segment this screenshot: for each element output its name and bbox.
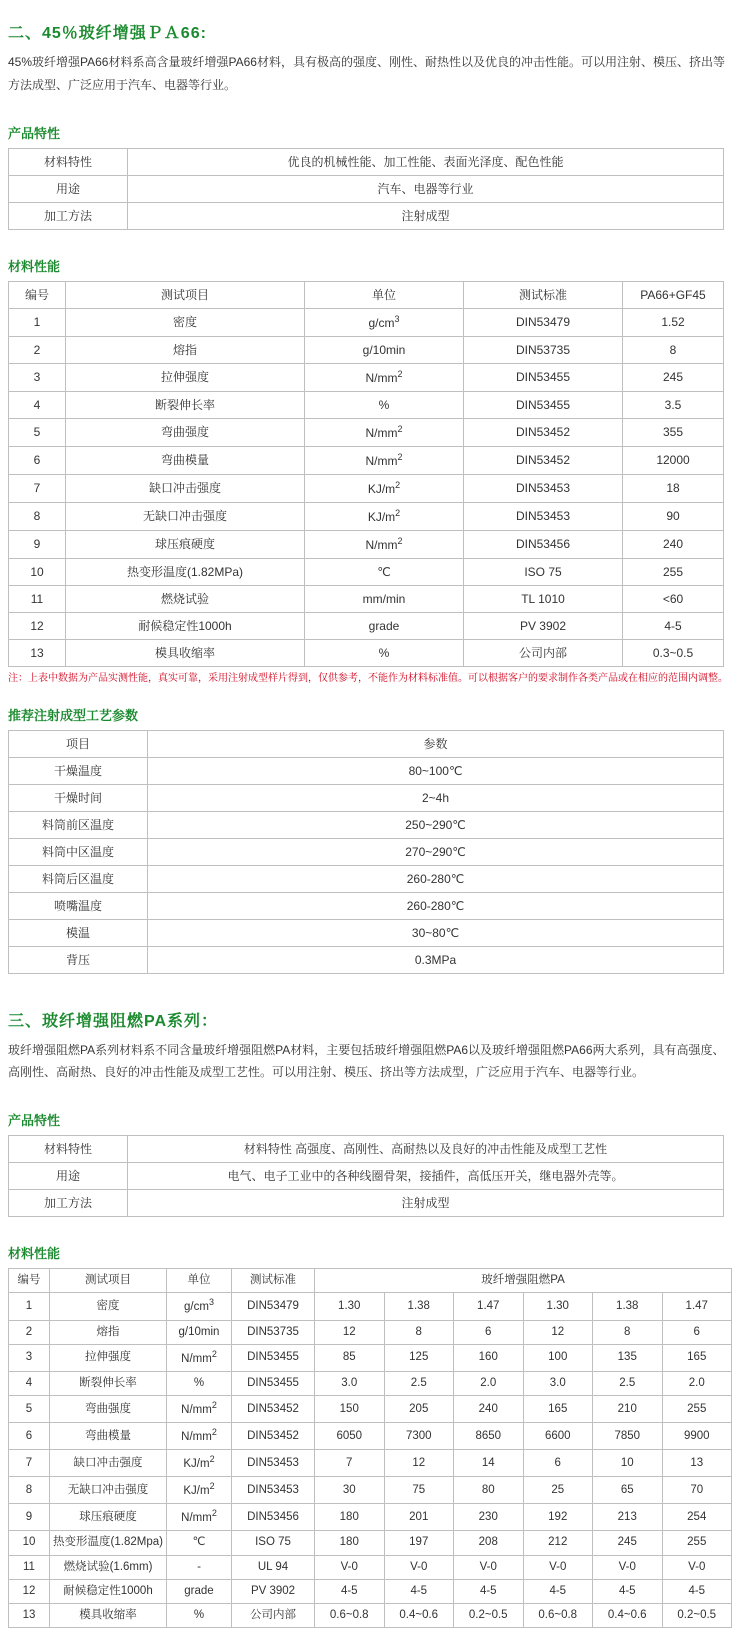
- table-cell: %: [305, 639, 464, 666]
- column-header: 项目: [9, 730, 148, 757]
- table-cell: 180: [315, 1531, 385, 1555]
- table-cell: DIN53453: [464, 474, 623, 502]
- table-cell: 料筒中区温度: [9, 838, 148, 865]
- table-row: [9, 612, 724, 639]
- table-cell: 8: [9, 502, 66, 530]
- table-cell: 断裂伸长率: [66, 391, 305, 418]
- table-cell: DIN53453: [232, 1450, 315, 1477]
- table-cell: 9900: [662, 1423, 732, 1450]
- table-row: [9, 202, 724, 229]
- table-cell: 4-5: [662, 1579, 732, 1603]
- table-cell: DIN53735: [464, 336, 623, 363]
- table-cell: 208: [454, 1531, 524, 1555]
- table-cell: V-0: [454, 1555, 524, 1579]
- table-cell: 355: [623, 418, 724, 446]
- table-cell: 240: [623, 530, 724, 558]
- table-cell: 25: [523, 1477, 593, 1504]
- table-row: [9, 784, 724, 811]
- table-cell: 192: [523, 1504, 593, 1531]
- table-cell: 公司内部: [232, 1604, 315, 1628]
- table-cell: 2.0: [662, 1371, 732, 1395]
- table-cell: 255: [623, 558, 724, 585]
- table-row: [9, 1604, 732, 1628]
- table-cell: $N/mm^2$: [167, 1504, 232, 1531]
- table-row: [9, 148, 724, 175]
- table-cell: 料筒后区温度: [9, 865, 148, 892]
- table-cell: 3.0: [523, 1371, 593, 1395]
- table-cell: -: [167, 1555, 232, 1579]
- section-2-performance-title: 材料性能: [8, 1246, 61, 1262]
- table-row: [9, 1555, 732, 1579]
- table-cell: 213: [593, 1504, 663, 1531]
- table-cell: g/10min: [167, 1320, 232, 1344]
- table-cell: 65: [593, 1477, 663, 1504]
- table-row: [9, 1423, 732, 1450]
- table-row: [9, 446, 724, 474]
- table-cell: 165: [523, 1396, 593, 1423]
- table-row: [9, 1371, 732, 1395]
- section-1: [8, 20, 732, 974]
- table-cell: 密度: [66, 308, 305, 336]
- table-cell: 0.3MPa: [148, 946, 724, 973]
- table-cell: 3: [9, 363, 66, 391]
- table-cell: ℃: [305, 558, 464, 585]
- table-cell: 6600: [523, 1423, 593, 1450]
- table-cell: V-0: [384, 1555, 454, 1579]
- table-cell: TL 1010: [464, 585, 623, 612]
- table-cell: grade: [305, 612, 464, 639]
- section-1-features-title: 产品特性: [8, 125, 61, 141]
- table-cell: 2.5: [593, 1371, 663, 1395]
- table-cell: 4-5: [623, 612, 724, 639]
- table-cell: DIN53479: [232, 1293, 315, 1320]
- table-cell: 2: [9, 1320, 50, 1344]
- table-cell: 8650: [454, 1423, 524, 1450]
- table-row: [9, 175, 724, 202]
- table-cell: 4-5: [454, 1579, 524, 1603]
- table-cell: 1.47: [662, 1293, 732, 1320]
- table-cell: 模具收缩率: [66, 639, 305, 666]
- table-cell: 模温: [9, 919, 148, 946]
- table-row: [9, 1344, 732, 1371]
- table-cell: $N/mm^2$: [305, 363, 464, 391]
- table-cell: 6: [9, 1423, 50, 1450]
- table-cell: 1.47: [454, 1293, 524, 1320]
- table-cell: 245: [593, 1531, 663, 1555]
- table-row: [9, 919, 724, 946]
- table-row: [9, 1136, 724, 1163]
- table-cell: $N/mm^2$: [305, 418, 464, 446]
- table-cell: 260-280℃: [148, 865, 724, 892]
- table-cell: $KJ/m^2$: [167, 1450, 232, 1477]
- table-row: [9, 1163, 724, 1190]
- table-cell: 0.2~0.5: [662, 1604, 732, 1628]
- column-header: 测试项目: [50, 1269, 167, 1293]
- table-cell: 30~80℃: [148, 919, 724, 946]
- table-cell: 250~290℃: [148, 811, 724, 838]
- table-row: [9, 418, 724, 446]
- table-cell: 3.5: [623, 391, 724, 418]
- table-cell: 1.30: [315, 1293, 385, 1320]
- table-cell: 拉伸强度: [50, 1344, 167, 1371]
- table-cell: 240: [454, 1396, 524, 1423]
- table-cell: 11: [9, 585, 66, 612]
- table-row: [9, 1504, 732, 1531]
- table-cell: V-0: [523, 1555, 593, 1579]
- table-cell: DIN53455: [464, 363, 623, 391]
- table-cell: 12: [9, 1579, 50, 1603]
- table-cell: DIN53452: [232, 1396, 315, 1423]
- table-cell: 缺口冲击强度: [50, 1450, 167, 1477]
- table-row: [9, 1320, 732, 1344]
- table-row: [9, 1579, 732, 1603]
- table-cell: 10: [9, 558, 66, 585]
- table-cell: %: [167, 1371, 232, 1395]
- table-row: [9, 838, 724, 865]
- section-1-intro: 45%玻纤增强PA66材料系高含量玻纤增强PA66材料，具有极高的强度、刚性、耐热性以及优良的冲击性能。可以用注射、模压、挤出等方法成型、广泛应用于汽车、电器等行业。: [8, 55, 725, 92]
- section-2-performance-table: [8, 1268, 732, 1628]
- table-cell: 公司内部: [464, 639, 623, 666]
- table-cell: 弯曲强度: [66, 418, 305, 446]
- table-cell: 弯曲强度: [50, 1396, 167, 1423]
- table-cell: 7: [9, 1450, 50, 1477]
- table-cell: 4-5: [593, 1579, 663, 1603]
- table-cell: 1: [9, 1293, 50, 1320]
- table-row: [9, 811, 724, 838]
- table-cell: 3: [9, 1344, 50, 1371]
- table-cell: 14: [454, 1450, 524, 1477]
- feature-key: 加工方法: [9, 202, 128, 229]
- feature-value: 注射成型: [128, 202, 724, 229]
- table-cell: 85: [315, 1344, 385, 1371]
- feature-value: 优良的机械性能、加工性能、表面光泽度、配色性能: [128, 148, 724, 175]
- table-row: [9, 639, 724, 666]
- table-row: [9, 1531, 732, 1555]
- table-row: [9, 502, 724, 530]
- table-cell: 6050: [315, 1423, 385, 1450]
- table-cell: $KJ/m^2$: [305, 502, 464, 530]
- table-cell: DIN53735: [232, 1320, 315, 1344]
- section-2-features-title: 产品特性: [8, 1113, 61, 1129]
- table-cell: 10: [9, 1531, 50, 1555]
- table-cell: 7: [9, 474, 66, 502]
- table-row: [9, 336, 724, 363]
- table-cell: 燃烧试验(1.6mm): [50, 1555, 167, 1579]
- table-cell: 90: [623, 502, 724, 530]
- table-cell: 13: [9, 639, 66, 666]
- table-row: [9, 1477, 732, 1504]
- table-cell: 255: [662, 1531, 732, 1555]
- table-cell: DIN53479: [464, 308, 623, 336]
- table-cell: 热变形温度(1.82MPa): [66, 558, 305, 585]
- table-cell: 1.38: [384, 1293, 454, 1320]
- table-row: [9, 757, 724, 784]
- table-cell: 150: [315, 1396, 385, 1423]
- table-cell: DIN53453: [232, 1477, 315, 1504]
- table-row: [9, 1293, 732, 1320]
- table-cell: $KJ/m^2$: [167, 1477, 232, 1504]
- table-row: [9, 892, 724, 919]
- table-cell: 12: [315, 1320, 385, 1344]
- section-1-process-title: 推荐注射成型工艺参数: [8, 707, 139, 723]
- section-1-performance-title: 材料性能: [8, 258, 61, 274]
- table-cell: 1.38: [593, 1293, 663, 1320]
- table-cell: 270~290℃: [148, 838, 724, 865]
- column-header: 单位: [305, 281, 464, 308]
- table-cell: 球压痕硬度: [50, 1504, 167, 1531]
- section-1-note: 注：上表中数据为产品实测性能，真实可靠，采用注射成型样片得到，仅供参考，不能作为材料标准值。可以根据客户的要求制作各类产品或在相应的范围内调整。: [8, 672, 728, 684]
- table-cell: 135: [593, 1344, 663, 1371]
- table-cell: DIN53453: [464, 502, 623, 530]
- table-cell: %: [167, 1604, 232, 1628]
- table-cell: 4-5: [315, 1579, 385, 1603]
- table-cell: %: [305, 391, 464, 418]
- table-cell: 0.6~0.8: [315, 1604, 385, 1628]
- table-cell: 喷嘴温度: [9, 892, 148, 919]
- table-cell: 205: [384, 1396, 454, 1423]
- table-cell: 11: [9, 1555, 50, 1579]
- table-cell: 255: [662, 1396, 732, 1423]
- table-cell: $g/cm^3$: [167, 1293, 232, 1320]
- table-cell: 9: [9, 530, 66, 558]
- table-cell: 0.4~0.6: [593, 1604, 663, 1628]
- table-cell: 球压痕硬度: [66, 530, 305, 558]
- table-header-row: [9, 730, 724, 757]
- table-cell: 弯曲模量: [66, 446, 305, 474]
- table-cell: 耐候稳定性1000h: [50, 1579, 167, 1603]
- table-cell: 30: [315, 1477, 385, 1504]
- table-row: [9, 308, 724, 336]
- table-cell: 212: [523, 1531, 593, 1555]
- table-cell: $N/mm^2$: [305, 446, 464, 474]
- table-cell: PV 3902: [464, 612, 623, 639]
- table-cell: 断裂伸长率: [50, 1371, 167, 1395]
- feature-value: 汽车、电器等行业: [128, 175, 724, 202]
- section-2-features-table: [8, 1135, 724, 1217]
- feature-value: 注射成型: [128, 1190, 724, 1217]
- table-cell: ℃: [167, 1531, 232, 1555]
- table-cell: <60: [623, 585, 724, 612]
- table-cell: 8: [9, 1477, 50, 1504]
- table-cell: 无缺口冲击强度: [66, 502, 305, 530]
- table-cell: 0.3~0.5: [623, 639, 724, 666]
- table-cell: 拉伸强度: [66, 363, 305, 391]
- table-cell: 1.30: [523, 1293, 593, 1320]
- table-cell: PV 3902: [232, 1579, 315, 1603]
- table-cell: 210: [593, 1396, 663, 1423]
- table-cell: V-0: [315, 1555, 385, 1579]
- table-cell: 18: [623, 474, 724, 502]
- table-cell: 80: [454, 1477, 524, 1504]
- table-cell: 12: [384, 1450, 454, 1477]
- table-cell: 密度: [50, 1293, 167, 1320]
- table-cell: 12: [523, 1320, 593, 1344]
- table-cell: 201: [384, 1504, 454, 1531]
- table-cell: 4-5: [384, 1579, 454, 1603]
- table-cell: 8: [384, 1320, 454, 1344]
- table-cell: ISO 75: [464, 558, 623, 585]
- table-cell: 7850: [593, 1423, 663, 1450]
- table-cell: 80~100℃: [148, 757, 724, 784]
- table-row: [9, 558, 724, 585]
- table-cell: DIN53456: [232, 1504, 315, 1531]
- section-2-intro: 玻纤增强阻燃PA系列材料系不同含量玻纤增强阻燃PA材料，主要包括玻纤增强阻燃PA6以及玻纤增强阻燃PA66两大系列，具有高强度、高刚性、高耐热、良好的冲击性能及成型工艺性。可以用注射、模压、挤出等方法成型，广泛应用于汽车、电器等行业。: [8, 1042, 725, 1080]
- table-cell: DIN53455: [232, 1371, 315, 1395]
- table-cell: 2~4h: [148, 784, 724, 811]
- table-cell: 8: [593, 1320, 663, 1344]
- table-cell: ISO 75: [232, 1531, 315, 1555]
- table-cell: 背压: [9, 946, 148, 973]
- table-cell: 6: [9, 446, 66, 474]
- section-2-title: 三、玻纤增强阻燃PA系列：: [8, 1012, 219, 1030]
- table-cell: 7: [315, 1450, 385, 1477]
- feature-key: 材料特性: [9, 148, 128, 175]
- table-cell: $N/mm^2$: [305, 530, 464, 558]
- table-cell: $N/mm^2$: [167, 1423, 232, 1450]
- table-row: [9, 530, 724, 558]
- column-header: 编号: [9, 1269, 50, 1293]
- table-cell: 245: [623, 363, 724, 391]
- table-cell: 熔指: [66, 336, 305, 363]
- section-1-title: 二、45％玻纤增强ＰＡ66:: [8, 25, 207, 42]
- table-cell: 7300: [384, 1423, 454, 1450]
- feature-key: 材料特性: [9, 1136, 128, 1163]
- table-cell: 197: [384, 1531, 454, 1555]
- section-1-process-table: [8, 730, 724, 974]
- table-cell: 13: [9, 1604, 50, 1628]
- column-group-header: 玻纤增强阻燃PA: [315, 1269, 732, 1293]
- table-cell: $KJ/m^2$: [305, 474, 464, 502]
- table-cell: V-0: [662, 1555, 732, 1579]
- table-cell: V-0: [593, 1555, 663, 1579]
- table-row: [9, 474, 724, 502]
- table-cell: 干燥温度: [9, 757, 148, 784]
- table-cell: 耐候稳定性1000h: [66, 612, 305, 639]
- table-cell: 254: [662, 1504, 732, 1531]
- feature-key: 加工方法: [9, 1190, 128, 1217]
- feature-key: 用途: [9, 175, 128, 202]
- table-cell: $N/mm^2$: [167, 1344, 232, 1371]
- table-header-row: [9, 281, 724, 308]
- table-cell: 4: [9, 1371, 50, 1395]
- table-cell: UL 94: [232, 1555, 315, 1579]
- table-cell: 160: [454, 1344, 524, 1371]
- table-cell: 100: [523, 1344, 593, 1371]
- table-cell: 弯曲模量: [50, 1423, 167, 1450]
- column-header: 测试标准: [232, 1269, 315, 1293]
- table-cell: 熔指: [50, 1320, 167, 1344]
- section-2: [8, 1008, 732, 1629]
- table-cell: 2.0: [454, 1371, 524, 1395]
- table-cell: 125: [384, 1344, 454, 1371]
- table-cell: 2: [9, 336, 66, 363]
- table-cell: 0.2~0.5: [454, 1604, 524, 1628]
- table-row: [9, 946, 724, 973]
- table-cell: 70: [662, 1477, 732, 1504]
- table-cell: 无缺口冲击强度: [50, 1477, 167, 1504]
- table-cell: 260-280℃: [148, 892, 724, 919]
- section-1-performance-table: [8, 281, 724, 667]
- table-cell: DIN53452: [464, 446, 623, 474]
- column-header: 单位: [167, 1269, 232, 1293]
- feature-key: 用途: [9, 1163, 128, 1190]
- table-row: [9, 363, 724, 391]
- table-row: [9, 391, 724, 418]
- table-cell: 6: [662, 1320, 732, 1344]
- table-cell: DIN53452: [464, 418, 623, 446]
- table-cell: 165: [662, 1344, 732, 1371]
- table-cell: DIN53455: [232, 1344, 315, 1371]
- table-cell: 模具收缩率: [50, 1604, 167, 1628]
- table-cell: 6: [523, 1450, 593, 1477]
- table-cell: mm/min: [305, 585, 464, 612]
- table-cell: 1: [9, 308, 66, 336]
- table-cell: 热变形温度(1.82Mpa): [50, 1531, 167, 1555]
- table-cell: DIN53456: [464, 530, 623, 558]
- table-cell: 0.6~0.8: [523, 1604, 593, 1628]
- feature-value: 电气、电子工业中的各种线圈骨架，接插件，高低压开关，继电器外壳等。: [128, 1163, 724, 1190]
- table-row: [9, 585, 724, 612]
- table-header-row: [9, 1269, 732, 1293]
- table-cell: 5: [9, 418, 66, 446]
- table-cell: 1.52: [623, 308, 724, 336]
- table-row: [9, 1190, 724, 1217]
- table-cell: grade: [167, 1579, 232, 1603]
- table-row: [9, 1396, 732, 1423]
- feature-value: 材料特性 高强度、高刚性、高耐热以及良好的冲击性能及成型工艺性: [128, 1136, 724, 1163]
- table-cell: 4: [9, 391, 66, 418]
- section-1-features-table: [8, 148, 724, 230]
- table-cell: $N/mm^2$: [167, 1396, 232, 1423]
- table-cell: 6: [454, 1320, 524, 1344]
- table-cell: 4-5: [523, 1579, 593, 1603]
- table-cell: 干燥时间: [9, 784, 148, 811]
- table-cell: DIN53452: [232, 1423, 315, 1450]
- column-header: PA66+GF45: [623, 281, 724, 308]
- column-header: 编号: [9, 281, 66, 308]
- table-row: [9, 865, 724, 892]
- table-cell: 180: [315, 1504, 385, 1531]
- table-cell: 13: [662, 1450, 732, 1477]
- table-cell: 12000: [623, 446, 724, 474]
- table-cell: DIN53455: [464, 391, 623, 418]
- table-cell: 9: [9, 1504, 50, 1531]
- table-cell: 3.0: [315, 1371, 385, 1395]
- table-cell: 5: [9, 1396, 50, 1423]
- table-cell: 2.5: [384, 1371, 454, 1395]
- table-cell: 8: [623, 336, 724, 363]
- table-cell: 12: [9, 612, 66, 639]
- column-header: 参数: [148, 730, 724, 757]
- column-header: 测试项目: [66, 281, 305, 308]
- column-header: 测试标准: [464, 281, 623, 308]
- table-cell: 燃烧试验: [66, 585, 305, 612]
- table-cell: 230: [454, 1504, 524, 1531]
- table-cell: 料筒前区温度: [9, 811, 148, 838]
- table-cell: 缺口冲击强度: [66, 474, 305, 502]
- table-row: [9, 1450, 732, 1477]
- table-cell: $g/cm^3$: [305, 308, 464, 336]
- table-cell: 75: [384, 1477, 454, 1504]
- table-cell: 0.4~0.6: [384, 1604, 454, 1628]
- table-cell: 10: [593, 1450, 663, 1477]
- table-cell: g/10min: [305, 336, 464, 363]
